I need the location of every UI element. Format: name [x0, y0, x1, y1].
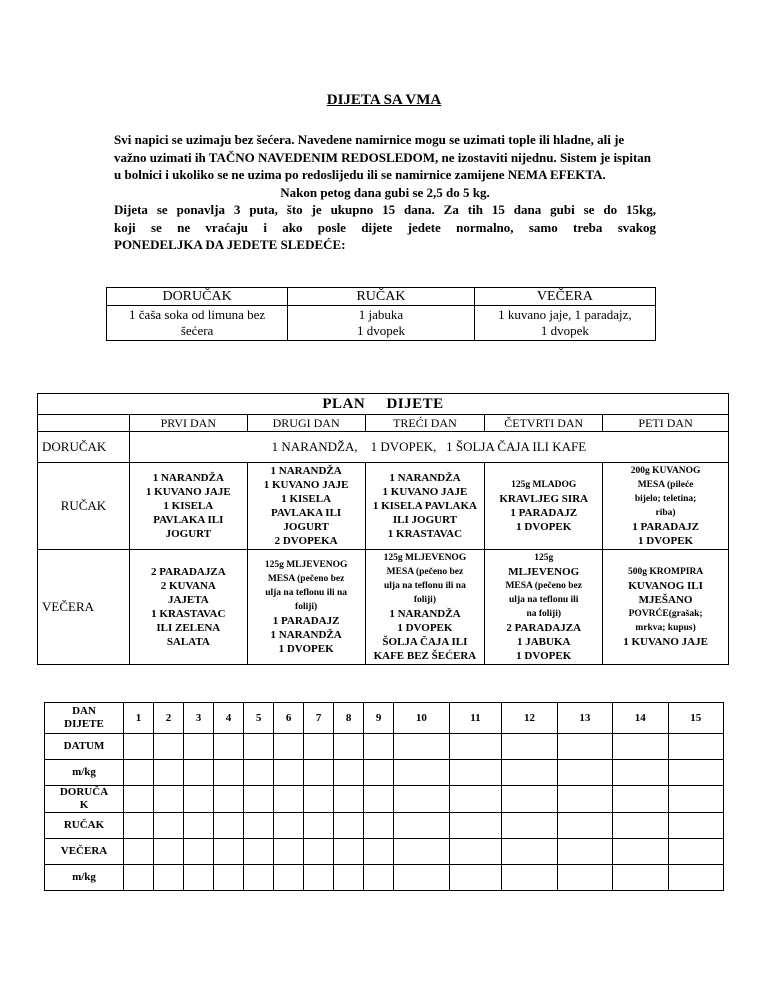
meal-line: KAFE BEZ ŠEĆERA [373, 650, 477, 662]
meal-line: mrkva; kupus) [635, 623, 696, 633]
row-label-dinner: VEČERA [38, 550, 130, 665]
tracker-cell[interactable] [304, 734, 334, 760]
meal-line: 125g [534, 553, 554, 563]
tracker-cell[interactable] [613, 865, 668, 891]
tracker-day-3: 3 [184, 703, 214, 734]
tracker-cell[interactable] [154, 839, 184, 865]
document-title: DIJETA SA VMA [326, 92, 442, 108]
meal-line: MESA (pečeno bez [505, 581, 582, 591]
meal-line: JOGURT [283, 521, 329, 533]
cell-line: 1 dvopek [540, 323, 589, 338]
tracker-cell[interactable] [557, 839, 612, 865]
tracker-cell[interactable] [154, 786, 184, 813]
intro-paragraph-3-line-1: Dijeta se ponavlja 3 puta, što je ukupno 15 dana. Za tih 15 dana gubi se do 15kg, [114, 202, 656, 217]
tracker-cell[interactable] [668, 813, 724, 839]
tracker-cell[interactable] [334, 786, 364, 813]
breakfast-all-days: 1 NARANDŽA, 1 DVOPEK, 1 ŠOLJA ČAJA ILI KAFE [129, 432, 728, 463]
tracker-cell[interactable] [124, 734, 154, 760]
tracker-cell[interactable] [557, 734, 612, 760]
tracker-cell[interactable] [449, 839, 502, 865]
tracker-cell[interactable] [184, 865, 214, 891]
tracker-cell[interactable] [668, 760, 724, 786]
meal-line: 200g KUVANOG [630, 466, 701, 476]
tracker-cell[interactable] [214, 786, 244, 813]
tracker-cell[interactable] [394, 839, 449, 865]
monday-cell-breakfast [107, 306, 288, 341]
meal-line: riba) [655, 508, 676, 518]
meal-line: 1 DVOPEK [516, 521, 572, 533]
tracker-day-14: 14 [613, 703, 668, 734]
tracker-cell[interactable] [274, 839, 304, 865]
monday-header-lunch: RUČAK [288, 288, 475, 306]
tracker-cell[interactable] [334, 813, 364, 839]
meal-line: 1 KUVANO JAJE [382, 486, 468, 498]
dinner-day-3 [365, 550, 485, 665]
cell-line: 1 čaša soka od limuna bez [129, 307, 266, 322]
tracker-cell[interactable] [449, 734, 502, 760]
tracker-cell[interactable] [154, 734, 184, 760]
lunch-day-4 [485, 463, 603, 550]
tracker-cell[interactable] [668, 734, 724, 760]
tracker-cell[interactable] [304, 786, 334, 813]
tracker-cell[interactable] [613, 813, 668, 839]
meal-line: MJEŠANO [638, 594, 693, 606]
cell-line: 1 kuvano jaje, 1 paradajz, [498, 307, 632, 322]
intro-paragraph-3-line-2: koji se ne vraćaju i ako posle dijete jedete normalno, samo treba svakog [114, 219, 656, 235]
monday-cell-lunch [288, 306, 475, 341]
intro-paragraph-3-line-3: PONEDELJKA DA JEDETE SLEDEĆE: [114, 237, 346, 252]
meal-line: 2 PARADAJZA [150, 566, 226, 578]
tracker-cell[interactable] [557, 865, 612, 891]
tracker-cell[interactable] [274, 865, 304, 891]
tracker-cell[interactable] [334, 839, 364, 865]
tracker-cell[interactable] [304, 839, 334, 865]
tracker-cell[interactable] [244, 813, 274, 839]
monday-table [106, 287, 656, 341]
meal-line: ulja na teflonu ili na [384, 581, 466, 591]
lunch-day-1 [129, 463, 247, 550]
meal-line: MLJEVENOG [508, 566, 580, 578]
day-header-2: DRUGI DAN [247, 415, 365, 432]
tracker-cell[interactable] [154, 813, 184, 839]
tracker-cell[interactable] [214, 865, 244, 891]
meal-line: 125g MLADOG [511, 480, 577, 490]
tracker-cell[interactable] [154, 760, 184, 786]
monday-header-dinner: VEČERA [474, 288, 655, 306]
tracker-cell[interactable] [244, 839, 274, 865]
tracker-cell[interactable] [274, 813, 304, 839]
tracker-row-label-line: DATUM [63, 740, 105, 752]
tracker-cell[interactable] [184, 839, 214, 865]
tracker-day-4: 4 [214, 703, 244, 734]
tracker-cell[interactable] [613, 760, 668, 786]
tracker-cell[interactable] [394, 760, 449, 786]
tracker-cell[interactable] [502, 734, 557, 760]
tracker-header-line: DAN [72, 705, 96, 717]
tracker-cell[interactable] [244, 734, 274, 760]
tracker-header-label [45, 703, 124, 734]
tracker-cell[interactable] [214, 734, 244, 760]
tracker-cell[interactable] [557, 813, 612, 839]
tracker-cell[interactable] [124, 839, 154, 865]
tracker-day-9: 9 [364, 703, 394, 734]
tracker-cell[interactable] [364, 734, 394, 760]
tracker-cell[interactable] [334, 760, 364, 786]
meal-line: 1 PARADAJZ [632, 521, 699, 533]
tracker-cell[interactable] [184, 760, 214, 786]
tracker-header-line: DIJETE [64, 718, 104, 730]
tracker-cell[interactable] [364, 813, 394, 839]
meal-line: 1 KUVANO JAJE [623, 636, 708, 648]
meal-line: ulja na teflonu ili na [265, 588, 348, 598]
tracker-day-1: 1 [124, 703, 154, 734]
tracker-day-5: 5 [244, 703, 274, 734]
meal-line: na foliji) [526, 609, 562, 619]
meal-line: 500g KROMPIRA [627, 567, 704, 577]
tracker-cell[interactable] [214, 760, 244, 786]
tracker-row-label-line: m/kg [72, 766, 96, 778]
tracker-cell[interactable] [449, 865, 502, 891]
meal-line: 1 KRASTAVAC [151, 608, 226, 620]
tracker-cell[interactable] [394, 813, 449, 839]
tracker-cell[interactable] [502, 786, 557, 813]
tracker-cell[interactable] [364, 786, 394, 813]
tracker-cell[interactable] [244, 760, 274, 786]
meal-line: SALATA [166, 636, 210, 648]
tracker-row-label [45, 813, 124, 839]
meal-line: ILI JOGURT [392, 514, 457, 526]
tracker-cell[interactable] [613, 786, 668, 813]
tracker-row [45, 865, 724, 891]
tracker-cell[interactable] [613, 734, 668, 760]
day-header-4: ČETVRTI DAN [485, 415, 603, 432]
tracker-cell[interactable] [244, 865, 274, 891]
meal-line: 125g MLJEVENOG [383, 553, 467, 563]
meal-line: 2 KUVANA [160, 580, 216, 592]
meal-line: MESA (pečeno bez [267, 574, 345, 584]
meal-line: 125g MLJEVENOG [264, 560, 348, 570]
meal-line: 1 NARANDŽA [270, 465, 342, 477]
meal-line: 1 PARADAJZ [510, 507, 578, 519]
tracker-row-label [45, 839, 124, 865]
meal-line: 2 DVOPEKA [274, 535, 338, 547]
tracker-cell[interactable] [274, 760, 304, 786]
progress-tracker-table [44, 702, 724, 891]
meal-line: 1 KISELA [281, 493, 332, 505]
tracker-day-11: 11 [449, 703, 502, 734]
tracker-cell[interactable] [214, 813, 244, 839]
tracker-cell[interactable] [394, 865, 449, 891]
meal-line: 1 NARANDŽA [389, 608, 461, 620]
tracker-cell[interactable] [184, 786, 214, 813]
day-header-5: PETI DAN [603, 415, 729, 432]
tracker-cell[interactable] [449, 813, 502, 839]
tracker-cell[interactable] [184, 734, 214, 760]
meal-line: foliji) [413, 595, 436, 605]
meal-line: 1 JABUKA [516, 636, 571, 648]
intro-paragraph-2: Nakon petog dana gubi se 2,5 do 5 kg. [280, 184, 490, 200]
tracker-cell[interactable] [244, 786, 274, 813]
meal-line: 1 DVOPEK [638, 535, 694, 547]
tracker-cell[interactable] [668, 786, 724, 813]
tracker-row [45, 839, 724, 865]
tracker-cell[interactable] [364, 839, 394, 865]
meal-line: 1 NARANDŽA [270, 629, 342, 641]
tracker-cell[interactable] [214, 839, 244, 865]
lunch-day-3 [365, 463, 485, 550]
tracker-row [45, 760, 724, 786]
row-label-lunch: RUČAK [38, 463, 130, 550]
tracker-row-label [45, 760, 124, 786]
dinner-day-4 [485, 550, 603, 665]
meal-line: 1 KISELA [163, 500, 214, 512]
cell-line: 1 jabuka [358, 307, 404, 322]
meal-line: 1 KUVANO JAJE [263, 479, 349, 491]
tracker-cell[interactable] [334, 865, 364, 891]
tracker-day-12: 12 [502, 703, 557, 734]
tracker-cell[interactable] [304, 760, 334, 786]
tracker-cell[interactable] [557, 786, 612, 813]
tracker-cell[interactable] [364, 865, 394, 891]
tracker-cell[interactable] [449, 786, 502, 813]
meal-line: KUVANOG ILI [628, 580, 703, 592]
tracker-cell[interactable] [124, 813, 154, 839]
tracker-row-label-line: VEČERA [60, 845, 108, 857]
plan-title [38, 394, 729, 415]
meal-line: 1 KRASTAVAC [387, 528, 463, 540]
intro-text [114, 131, 656, 254]
meal-line: 1 NARANDŽA [152, 472, 224, 484]
tracker-cell[interactable] [394, 786, 449, 813]
tracker-cell[interactable] [613, 839, 668, 865]
tracker-cell[interactable] [124, 786, 154, 813]
meal-line: PAVLAKA ILI [271, 507, 342, 519]
meal-line: KRAVLJEG SIRA [499, 493, 589, 505]
tracker-row-label-line: DORUČA [59, 786, 109, 798]
tracker-cell[interactable] [304, 813, 334, 839]
tracker-cell[interactable] [449, 760, 502, 786]
meal-line: ulja na teflonu ili [509, 595, 579, 605]
lunch-day-2 [247, 463, 365, 550]
plan-corner-cell [38, 415, 130, 432]
tracker-cell[interactable] [502, 839, 557, 865]
tracker-cell[interactable] [274, 786, 304, 813]
meal-line: JOGURT [165, 528, 212, 540]
meal-line: bijelo; teletina; [634, 494, 697, 504]
meal-line: 1 KUVANO JAJE [145, 486, 231, 498]
meal-line: 1 KISELA PAVLAKA [372, 500, 477, 512]
meal-line: 1 PARADAJZ [272, 615, 340, 627]
tracker-cell[interactable] [364, 760, 394, 786]
tracker-row [45, 786, 724, 813]
tracker-row-label-line: m/kg [72, 871, 96, 883]
tracker-row-label-line: RUČAK [63, 819, 105, 831]
tracker-cell[interactable] [502, 865, 557, 891]
tracker-cell[interactable] [184, 813, 214, 839]
meal-line: POVRĆE(grašak; [628, 609, 703, 619]
intro-paragraph-1: Svi napici se uzimaju bez šećera. Navedene namirnice mogu se uzimati tople ili hladne, ali je važno uzimati ih TAČNO NAVEDENIM REDOSLEDOM, ne izostaviti nijednu. Sistem je ispitan u bolnici i ukoliko se ne uzima po redoslijedu ili se namirnice zamijene NEMA EFEKTA. [114, 132, 652, 182]
tracker-row-label-line: K [79, 799, 89, 811]
tracker-day-8: 8 [334, 703, 364, 734]
cell-line: šećera [180, 323, 214, 338]
tracker-row-label [45, 734, 124, 760]
tracker-cell[interactable] [668, 865, 724, 891]
meal-line: 2 PARADAJZA [506, 622, 582, 634]
tracker-cell[interactable] [557, 760, 612, 786]
meal-line: 1 DVOPEK [278, 643, 334, 655]
tracker-row [45, 734, 724, 760]
tracker-day-7: 7 [304, 703, 334, 734]
day-header-3: TREĆI DAN [365, 415, 485, 432]
meal-line: MESA (pečeno bez [386, 567, 464, 577]
tracker-row-label [45, 865, 124, 891]
tracker-cell[interactable] [502, 760, 557, 786]
meal-line: JAJETA [167, 594, 209, 606]
meal-line: foliji) [295, 602, 318, 612]
tracker-day-10: 10 [394, 703, 449, 734]
day-header-1: PRVI DAN [129, 415, 247, 432]
tracker-day-6: 6 [274, 703, 304, 734]
tracker-day-15: 15 [668, 703, 724, 734]
meal-line: MESA (pileće [637, 480, 694, 490]
dinner-day-2 [247, 550, 365, 665]
meal-line: 1 NARANDŽA [389, 472, 461, 484]
meal-line: ŠOLJA ČAJA ILI [382, 636, 468, 648]
monday-header-breakfast: DORUČAK [107, 288, 288, 306]
meal-line: PAVLAKA ILI [153, 514, 224, 526]
tracker-day-2: 2 [154, 703, 184, 734]
tracker-cell[interactable] [124, 865, 154, 891]
tracker-cell[interactable] [334, 734, 364, 760]
tracker-cell[interactable] [304, 865, 334, 891]
tracker-cell[interactable] [124, 760, 154, 786]
plan-title-text: PLAN DIJETE [322, 396, 444, 412]
cell-line: 1 dvopek [356, 323, 405, 338]
tracker-cell[interactable] [154, 865, 184, 891]
dinner-day-1 [129, 550, 247, 665]
tracker-row [45, 813, 724, 839]
meal-line: 1 DVOPEK [516, 650, 572, 662]
dinner-day-5 [603, 550, 729, 665]
tracker-cell[interactable] [668, 839, 724, 865]
meal-line: 1 DVOPEK [397, 622, 453, 634]
row-label-breakfast: DORUČAK [38, 432, 130, 463]
tracker-cell[interactable] [274, 734, 304, 760]
tracker-cell[interactable] [394, 734, 449, 760]
tracker-row-label [45, 786, 124, 813]
meal-line: ILI ZELENA [156, 622, 221, 634]
tracker-cell[interactable] [502, 813, 557, 839]
diet-plan-table [37, 393, 729, 665]
monday-cell-dinner [474, 306, 655, 341]
tracker-day-13: 13 [557, 703, 612, 734]
lunch-day-5 [603, 463, 729, 550]
